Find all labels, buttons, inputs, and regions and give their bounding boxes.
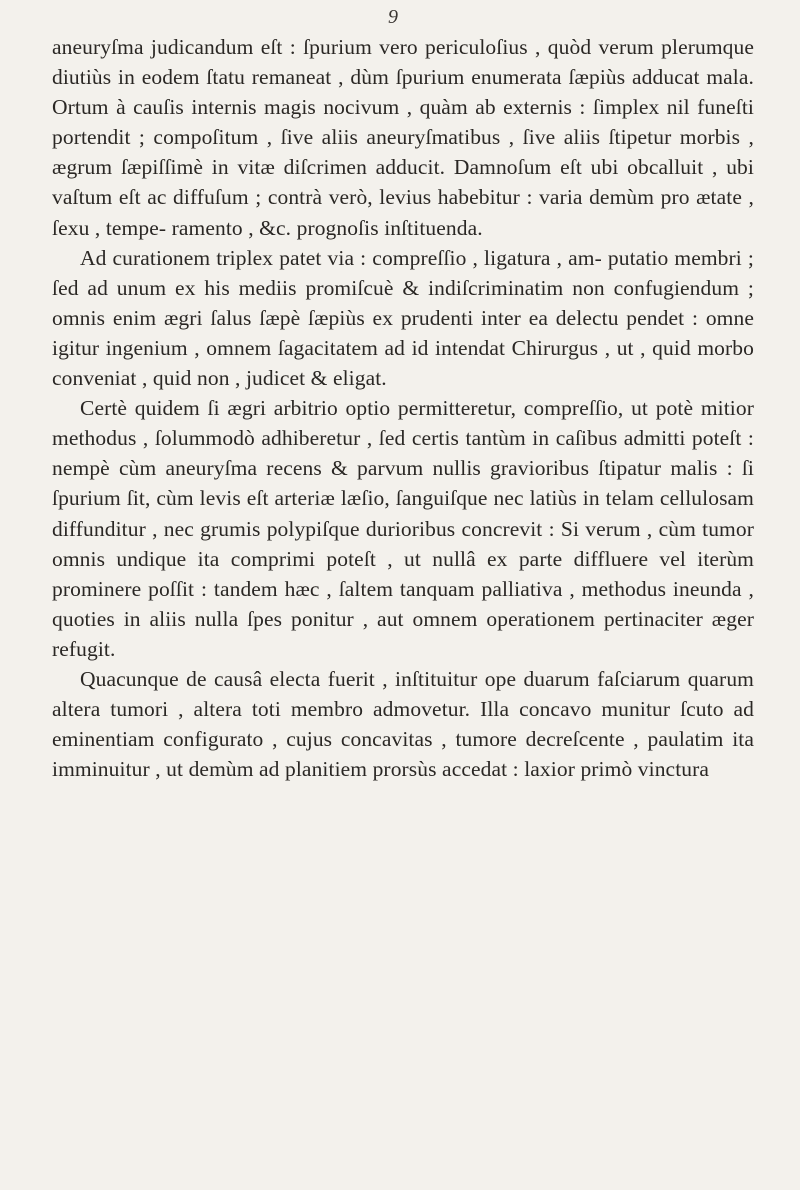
paragraph-curation: Ad curationem triplex patet via : compreſſio , ligatura , am- putatio membri ; ſed ad unum ex his mediis promiſcuè & indiſcriminatim non confugiendum ; omnis enim ægri ſalus ſæpè ſæpiùs ex prudenti inter ea delectu pendet : omne igitur ingenium , omnem ſagacitatem ad id intendat Chirurgus , ut , quid morbo conveniat , quid non , judicet & eligat. [52, 245, 754, 391]
paragraph-prognosis: aneuryſma judicandum eſt : ſpurium vero periculoſius , quòd verum plerumque diutiùs in eodem ſtatu remaneat , dùm ſpurium enumerata ſæpiùs adducat mala. Ortum à cauſis internis magis nocivum , quàm ab externis : ſimplex nil funeſti portendit ; compoſitum , ſive aliis aneuryſmatibus , ſive aliis ſtipetur morbis , ægrum ſæpiſſimè in vitæ diſcrimen adducit. Damnoſum eſt ubi obcalluit , ubi vaſtum eſt ac diffuſum ; contrà verò, levius habebitur : varia demùm pro ætate , ſexu , tempe- ramento , &c. prognoſis inſtituenda. [52, 35, 754, 240]
body-text [52, 32, 754, 784]
page-number: 9 [388, 6, 398, 28]
paragraph-bandages: Quacunque de causâ electa fuerit , inſtituitur ope duarum faſciarum quarum altera tumori , altera toti membro admovetur. Illa concavo munitur ſcuto ad eminentiam configurato , cujus concavitas , tumore decreſcente , paulatim ita imminuitur , ut demùm ad planitiem prorsùs accedat : laxior primò vinctura [52, 666, 754, 782]
paragraph-compression: Certè quidem ſi ægri arbitrio optio permitteretur, compreſſio, ut potè mitior methodus , ſolummodò adhiberetur , ſed certis tantùm in caſibus admitti poteſt : nempè cùm aneuryſma recens & parvum nullis gravioribus ſtipatur malis : ſi ſpurium ſit, cùm levis eſt arteriæ læſio, ſanguiſque nec latiùs in telam cellulosam diffunditur , nec grumis polypiſque durioribus concrevit : Si verum , cùm tumor omnis undique ita comprimi poteſt , ut nullâ ex parte diffluere vel iterùm prominere poſſit : tandem hæc , ſaltem tanquam palliativa , methodus ineunda , quoties in aliis nulla ſpes ponitur , aut omnem operationem pertinaciter æger refugit. [52, 396, 754, 661]
